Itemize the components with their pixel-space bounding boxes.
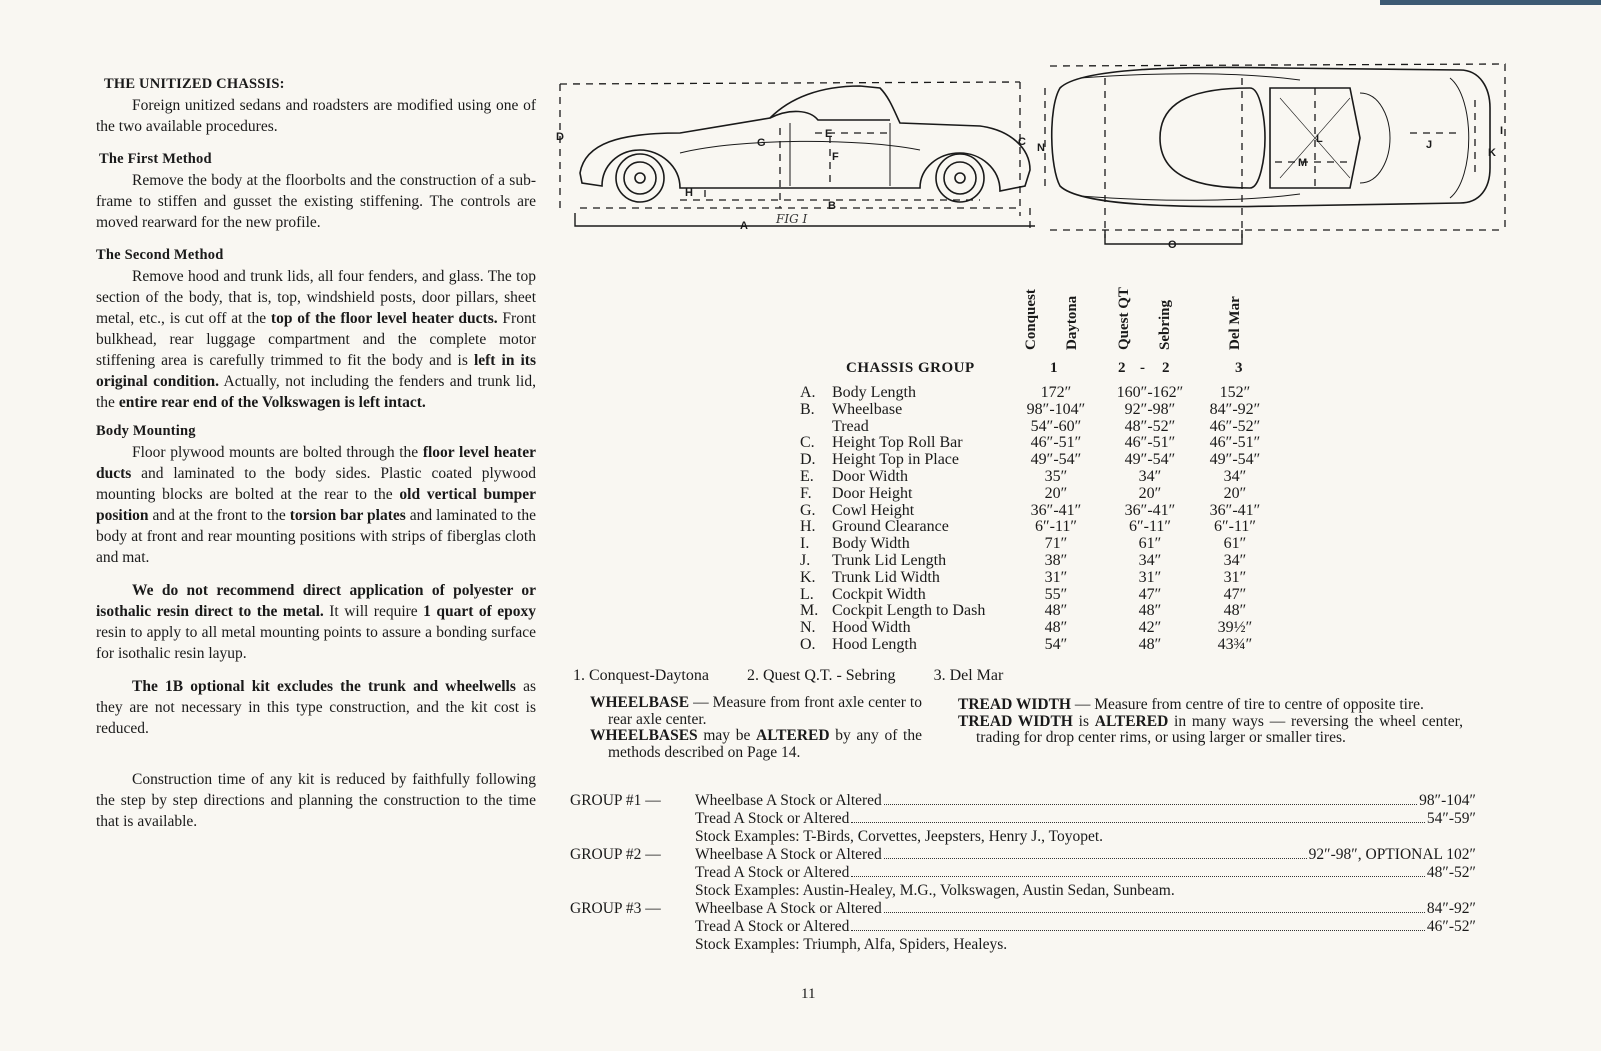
group-listing (570, 792, 1476, 954)
group-3-wheelbase-line: GROUP #3 — Wheelbase A Stock or Altered 84″-92″ (570, 900, 1476, 917)
paragraph-construction-time: Construction time of any kit is reduced by faithfully following the step by step directions and planning the construction to the time that is available. (96, 771, 536, 830)
page-number: 11 (801, 986, 816, 1002)
dim-label-j: J (1426, 139, 1433, 151)
dim-label-b: B (828, 200, 836, 212)
page-edge (1380, 0, 1601, 5)
dim-label-d: D (556, 131, 564, 143)
dim-label-e: E (825, 128, 833, 140)
figure-caption: FIG I (776, 212, 808, 226)
dim-label-k: K (1488, 147, 1496, 159)
heading-unitized-chassis: THE UNITIZED CHASSIS: (104, 76, 285, 92)
group-dash: - (1140, 360, 1145, 376)
dim-label-a: A (740, 220, 748, 232)
wheelbase-notes (590, 695, 922, 761)
dim-label-o: O (1168, 239, 1177, 251)
group-3-tread-line: Tread A Stock or Altered 46″-52″ (695, 918, 1476, 935)
legend-item: 1. Conquest-Daytona (573, 667, 709, 684)
paragraph-first-method: Remove the body at the floorbolts and the construction of a sub-frame to stiffen and gusset the existing stiffening. The controls are moved rearward for the new profile. (96, 172, 536, 231)
car-top-view (1052, 67, 1490, 206)
col-quest-qt: Quest QT (1116, 287, 1132, 350)
tread-notes (958, 697, 1463, 747)
legend-item: 2. Quest Q.T. - Sebring (746, 667, 896, 684)
group-1-examples: Stock Examples: T-Birds, Corvettes, Jeepsters, Henry J., Toyopet. (695, 828, 1104, 845)
col-del-mar: Del Mar (1227, 296, 1243, 350)
left-column (96, 74, 536, 832)
group-num-1: 1 (1050, 360, 1058, 376)
paragraph-optional-kit: The 1B optional kit excludes the trunk and wheelwells as they are not necessary in this type construction, and the kit cost is reduced. (96, 678, 536, 737)
col-conquest: Conquest (1023, 289, 1039, 350)
dim-label-i: I (1500, 125, 1504, 137)
col-sebring: Sebring (1157, 299, 1173, 350)
group-2-wheelbase-line: GROUP #2 — Wheelbase A Stock or Altered 92″-98″, OPTIONAL 102″ (570, 846, 1476, 863)
group-1-wheelbase-line: GROUP #1 — Wheelbase A Stock or Altered 98″-104″ (570, 792, 1476, 809)
group-legend (573, 667, 1037, 685)
wheelbase-altered: WHEELBASES may be ALTERED by any of the methods described on Page 14. (590, 727, 922, 761)
paragraph-intro: Foreign unitized sedans and roadsters are modified using one of the two available procedures. (96, 97, 536, 135)
group-2-tread-line: Tread A Stock or Altered 48″-52″ (695, 864, 1476, 881)
dim-label-m: M (1298, 157, 1308, 169)
dim-label-f: F (832, 151, 839, 163)
dim-label-h: H (685, 187, 693, 199)
group-3-examples: Stock Examples: Triumph, Alfa, Spiders, Healeys. (695, 936, 1008, 953)
dim-label-l: L (1316, 133, 1323, 145)
chassis-dimension-figure (556, 58, 1560, 258)
tread-definition: TREAD WIDTH — Measure from centre of tire to centre of opposite tire. (958, 696, 1424, 713)
tread-altered: TREAD WIDTH is ALTERED in many ways — reversing the wheel center, trading for drop center rims, or using larger or smaller tires. (958, 712, 1464, 746)
legend-item: 3. Del Mar (933, 667, 1004, 684)
paragraph-body-mounting: Floor plywood mounts are bolted through the floor level heater ducts and laminated to the body sides. Plastic coated plywood mounting blocks are bolted at the rear to the old vertical bumper position and at the front to the torsion bar plates and laminated to the body at front and rear mounting positions with strips of fiberglas cloth and mat. (96, 444, 537, 566)
group-num-2a: 2 (1118, 360, 1126, 376)
heading-first-method: The First Method (99, 151, 212, 167)
group-num-3: 3 (1235, 360, 1243, 376)
car-side-view (580, 86, 1030, 202)
dim-label-n: N (1037, 142, 1045, 154)
col-daytona: Daytona (1064, 295, 1080, 350)
chassis-group-label: CHASSIS GROUP (846, 360, 975, 376)
heading-body-mounting: Body Mounting (96, 423, 196, 439)
wheelbase-definition: WHEELBASE — Measure from front axle center to rear axle center. (590, 694, 922, 728)
dim-label-g: G (757, 137, 766, 149)
group-1-tread-line: Tread A Stock or Altered 54″-59″ (695, 810, 1476, 827)
group-2-examples: Stock Examples: Austin-Healey, M.G., Volkswagen, Austin Sedan, Sunbeam. (695, 882, 1175, 899)
dim-label-c: C (1018, 136, 1026, 148)
group-num-2b: 2 (1162, 360, 1170, 376)
paragraph-second-method: Remove hood and trunk lids, all four fenders, and glass. The top section of the body, that is, top, windshield posts, door pillars, sheet metal, etc., is cut off at the top of the floor level heater ducts. Front bulkhead, rear luggage compartment and the complete motor stiffening area is carefully trimmed to fit the body and is left in its original condition. Actually, not including the fenders and trunk lid, the entire rear end of the Volkswagen is left intact. (96, 268, 536, 411)
heading-second-method: The Second Method (96, 247, 224, 263)
paragraph-resin-warning: We do not recommend direct application of polyester or isothalic resin direct to the metal. It will require 1 quart of epoxy resin to apply to all metal mounting points to assure a bonding surface for isothalic resin layup. (96, 582, 536, 662)
